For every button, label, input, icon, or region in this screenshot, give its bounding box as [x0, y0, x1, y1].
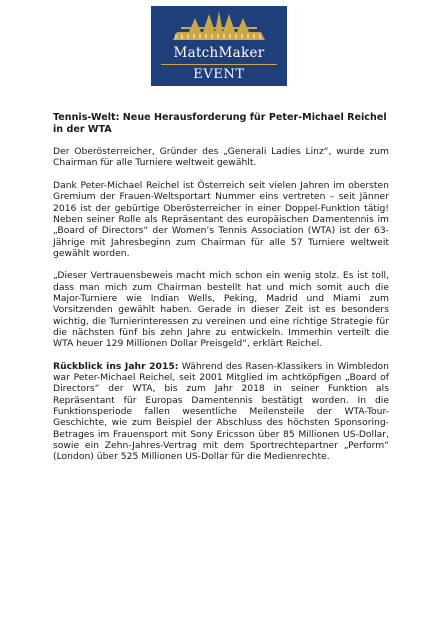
logo-subtitle: EVENT — [193, 67, 245, 82]
logo-divider — [161, 64, 277, 65]
article-paragraph — [53, 180, 389, 259]
paragraph-text: Dank Peter-Michael Reichel ist Österreich seit vielen Jahren im obersten Gremium der Frauen-Weltsportart Nummer eins vertreten – seit Jänner 2016 ist der gebürtige Oberösterreicher in einer Doppel-Funktion tätig! Neben seiner Rolle als Repräsentant des europäischen Damentennis im „Board of Directors“ der Women’s Tennis Association (WTA) ist der 63-Jährige mit Jahresbeginn zum Chairman für alle 57 Turniere weltweit gewählt worden. — [53, 180, 389, 259]
crown-icon — [151, 10, 287, 42]
article-paragraph — [53, 146, 389, 169]
article-body — [53, 112, 389, 474]
article-paragraph — [53, 361, 389, 463]
logo-wordmark: MatchMaker — [173, 45, 265, 61]
matchmaker-event-logo — [151, 6, 287, 86]
paragraph-text: „Dieser Vertrauensbeweis macht mich schon ein wenig stolz. Es ist toll, dass man mich zum Chairman bestellt hat und mich somit auch die Major-Turniere wie Indian Wells, Peking, Madrid und Miami zum Vorsitzenden gewählt haben. Gerade in dieser Zeit ist es besonders wichtig, die Turnierinteressen zu vereinen und eine richtige Strategie für die nächsten fünf bis zehn Jahre zu entwickeln. Immerhin verteilt die WTA heuer 129 Millionen Dollar Preisgeld“, erklärt Reichel. — [53, 270, 389, 350]
article-headline: Tennis-Welt: Neue Herausforderung für Peter-Michael Reichel in der WTA — [53, 112, 387, 135]
paragraph-text: Der Oberösterreicher, Gründer des „Generali Ladies Linz“, wurde zum Chairman für alle Turniere weltweit gewählt. — [53, 146, 389, 169]
article-paragraph — [53, 270, 389, 349]
paragraph-text: Während des Rasen-Klassikers in Wimbledon war Peter-Michael Reichel, seit 2001 Mitglied im achtköpfigen „Board of Directors“ der WTA, bis zum Jahr 2018 in seiner Funktion als Repräsentant für Europas Damentennis bestätigt worden. In die Funktionsperiode fallen wesentliche Meilensteile der WTA-Tour-Geschichte, wie zum Beispiel der Abschluss des höchsten Sponsoring-Betrages im Frauensport mit Sony Ericsson über 85 Millionen US-Dollar, sowie ein Zehn-Jahres-Vertrag mit dem Sportrechtepartner „Perform“ (London) über 525 Millionen US-Dollar für die Medienrechte. — [53, 360, 389, 463]
paragraph-lead: Rückblick ins Jahr 2015: — [53, 360, 179, 372]
